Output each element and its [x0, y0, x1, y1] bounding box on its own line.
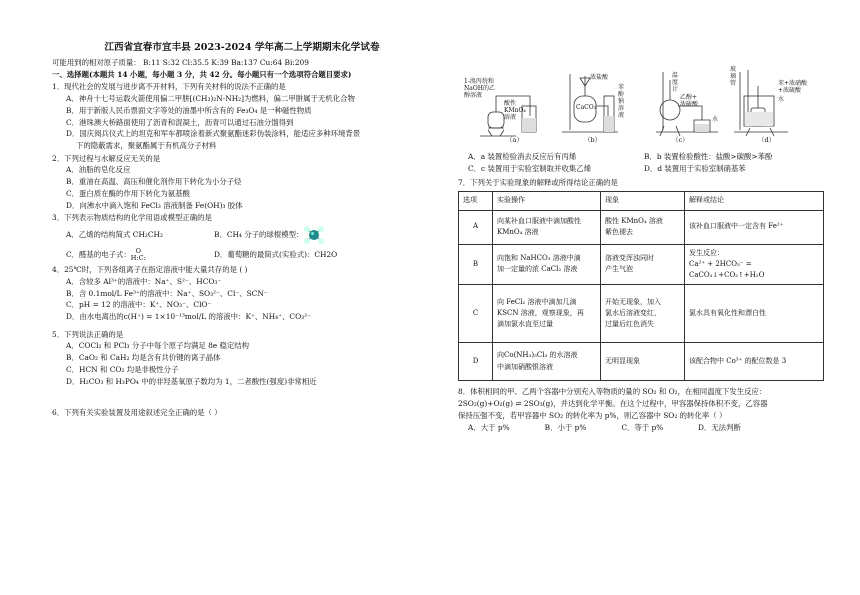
phenomenon-cell-line: 紫色褪去 — [605, 228, 633, 237]
option-b: B．含 0.1mol/L Fe³⁺的溶液中：Na⁺、SO₃²⁻、Cl⁻、SCN⁻ — [66, 288, 268, 298]
option-b — [214, 225, 362, 245]
phenomenon-cell-line: 酸性 KMnO₄ 溶液 — [605, 216, 663, 225]
operation-cell-line: 滴加氯水直至过量 — [497, 320, 553, 329]
apparatus-c-label-3: 计 — [672, 86, 679, 93]
option-cell: C — [459, 285, 493, 343]
option-c: C．HCN 和 CO₂ 均是非极性分子 — [66, 365, 179, 375]
q7-stem: 7．下列关于实验现象的解释或所得结论正确的是 — [458, 178, 618, 188]
question-stem: 3．下列表示物质结构的化学用语或模型正确的是 — [52, 213, 212, 223]
table-row — [459, 244, 824, 285]
apparatus-d-label-2: 璃 — [730, 73, 737, 80]
conclusion-cell — [685, 244, 824, 285]
conclusion-cell — [685, 285, 824, 343]
apparatus-b-label-7: 液 — [618, 112, 625, 119]
option-cell: D — [459, 343, 493, 381]
question-line-3: 保持压强不变，若甲容器中 SO₂ 的转化率为 p%，则乙容器中 SO₂ 的转化率（ ） — [458, 410, 727, 420]
question-2 — [52, 154, 432, 211]
option-b-label: B．CH₄ 分子的球棍模型： — [214, 230, 304, 240]
conclusion-cell-line: Ca²⁺ + 2HCO₃⁻ = CaCO₃↓+CO₂↑+H₂O — [689, 259, 765, 279]
question-8 — [458, 387, 824, 432]
apparatus-c-caption: （c） — [672, 136, 689, 144]
option-b: B．b 装置检验酸性：盐酸>碳酸>苯酚 — [644, 152, 773, 161]
table-header-cell: 选项 — [459, 192, 493, 210]
apparatus-c-label-1: 温 — [672, 72, 679, 79]
options-row-1 — [52, 225, 432, 245]
aldehyde-electron-formula — [131, 248, 146, 262]
option-a: A．含较多 Al³⁺的溶液中：Na⁺、S²⁻、HCO₃⁻ — [66, 276, 222, 286]
apparatus-c-label-4: 乙醇+ — [680, 94, 698, 101]
question-stem: 5．下列说法正确的是 — [52, 329, 124, 339]
operation-cell — [493, 343, 601, 381]
operation-cell-line: 向某补血口服液中滴加酸性 — [497, 216, 581, 225]
option-d: D．国庆阅兵仪式上的坦克和军车都喷涂着新式聚氨酯迷彩伪装涂料，能适应多种环境背景 — [66, 129, 361, 139]
option-b: B．重油在高温、高压和催化剂作用下转化为小分子烃 — [66, 177, 242, 187]
question-stem: 2．下列过程与水解反应无关的是 — [52, 153, 161, 163]
phenomenon-cell — [601, 343, 685, 381]
phenomenon-cell-line: 无明显现象 — [605, 357, 640, 365]
option-cell: A — [459, 210, 493, 244]
left-column — [52, 42, 432, 420]
apparatus-b-label-6: 溶 — [618, 105, 625, 112]
operation-cell-line: 加一定量的浓 CaCl₂ 溶液 — [497, 265, 578, 274]
table-header-cell: 实验操作 — [493, 192, 601, 210]
operation-cell-line: KMnO₄ 溶液 — [497, 228, 539, 237]
operation-cell — [493, 210, 601, 244]
conclusion-cell-line: 氯水具有氧化性和漂白性 — [689, 309, 766, 317]
table-row — [459, 285, 824, 343]
apparatus-a-label-6: 溶液 — [504, 114, 517, 121]
option-d-continued: 下的隐蔽需求，聚氨酯属于有机高分子材料 — [76, 141, 217, 151]
apparatus-c-label-5: 浓硫酸 — [680, 101, 699, 108]
option-c: C．等于 p% — [621, 422, 664, 432]
option-c: C．港珠澳大桥路面使用了沥青和混凝土，沥青可以通过石油分馏得到 — [66, 117, 294, 127]
conclusion-cell-line: 该补血口服液中一定含有 Fe²⁺ — [689, 222, 784, 231]
apparatus-a-caption: （a） — [506, 136, 523, 144]
q6-options-row-1 — [458, 152, 824, 161]
option-c: C．pH = 12 的溶液中：K⁺、NO₃⁻、ClO⁻ — [66, 300, 212, 310]
methane-ball-stick-model-icon — [303, 225, 325, 245]
conclusion-cell — [685, 210, 824, 244]
operation-cell-line: 向饱和 NaHCO₃ 溶液中滴 — [497, 254, 581, 263]
option-c-label: C．醛基的电子式： — [66, 250, 131, 260]
operation-cell-line: KSCN 溶液，观察现象，再 — [497, 309, 584, 317]
conclusion-cell-line: 发生反应： — [689, 248, 724, 257]
option-d: D．葡萄糖的最简式(实验式)：CH2O — [214, 250, 338, 260]
q6-apparatus-figure — [458, 66, 824, 146]
apparatus-a-label-3: 醇溶液 — [464, 92, 483, 99]
apparatus-d-caption: （d） — [758, 136, 776, 144]
phenomenon-cell — [601, 210, 685, 244]
question-3 — [52, 213, 432, 262]
electron-formula-top: O — [135, 246, 141, 255]
option-c: C．蛋白质在酶的作用下转化为氨基酸 — [66, 189, 190, 199]
table-header-cell: 现象 — [601, 192, 685, 210]
table-header-cell: 解释或结论 — [685, 192, 824, 210]
table-header-row — [459, 192, 824, 210]
option-d: D．向沸水中滴入饱和 FeCl₃ 溶液制备 Fe(OH)₃ 胶体 — [66, 200, 243, 210]
option-cell: B — [459, 244, 493, 285]
page-title: 江西省宜春市宜丰县 2023-2024 学年高二上学期期末化学试卷 — [104, 42, 380, 53]
apparatus-b-label-3: 苯 — [618, 84, 625, 91]
phenomenon-cell-line: 过量后红色消失 — [605, 320, 654, 329]
apparatus-d-label-1: 玻 — [730, 66, 737, 73]
options-row-2 — [52, 248, 432, 262]
q7-table — [458, 191, 824, 381]
apparatus-d-label-4: 苯+浓硝酸 — [778, 80, 808, 87]
phenomenon-cell — [601, 244, 685, 285]
apparatus-b-label-5: 钠 — [618, 98, 625, 105]
question-5 — [52, 330, 432, 387]
apparatus-b-caption: （b） — [584, 136, 602, 144]
option-d: D．无法判断 — [697, 422, 741, 432]
option-b: B．小于 p% — [544, 422, 587, 432]
q8-options-row — [458, 423, 824, 432]
phenomenon-cell-line: 产生气泡 — [605, 265, 633, 274]
operation-cell-line: 向Co(NH₃)₅Cl₃ 的水溶液 — [497, 351, 578, 360]
apparatus-a-label-5: KMnO₄ — [504, 107, 526, 114]
apparatus-a-label-2: NaOH的乙 — [464, 85, 495, 92]
operation-cell-line: 中滴加硝酸银溶液 — [497, 362, 553, 371]
conclusion-cell — [685, 343, 824, 381]
option-d: D．d 装置用于实验室制硝基苯 — [644, 163, 746, 173]
atomic-mass-line: 可能用到的相对原子质量： B:11 S:32 Cl:35.5 K:39 Ba:137 Cu:64 Bi:209 — [52, 57, 309, 67]
option-d: D．由水电离出的c(H⁺) = 1×10⁻¹³mol/L 的溶液中：K⁺、NH₄⁺、CO₃²⁻ — [66, 312, 311, 322]
question-6-stem-block — [52, 408, 432, 417]
option-a: A．大于 p% — [468, 422, 510, 432]
option-a: A．乙烯的结构简式 CH₂CH₂ — [66, 230, 163, 240]
apparatus-a-label-1: 1-溴丙烷和 — [464, 78, 494, 85]
operation-cell-line: 向 FeCl₂ 溶液中滴加几滴 — [497, 297, 577, 306]
apparatus-c-label-6: 水 — [712, 116, 719, 123]
operation-cell — [493, 244, 601, 285]
apparatus-a-label-4: 酸性 — [504, 100, 517, 107]
question-stem: 6．下列有关实验装置及用途叙述完全正确的是（ ） — [52, 408, 222, 418]
phenomenon-cell-line: 溶液变浑浊同时 — [605, 254, 654, 263]
table-row — [459, 343, 824, 381]
electron-formula-bottom: H:C: — [130, 253, 146, 262]
option-a: A．COCl₂ 和 PCl₃ 分子中每个原子均满足 8e 稳定结构 — [66, 341, 250, 351]
question-line-1: 8．体积相同的甲、乙两个容器中分别充入等物质的量的 SO₂ 和 O₂，在相同温度下发生反应： — [458, 387, 767, 397]
option-b: B．用于新版人民币票面文字等处的油墨中所含有的 Fe₃O₄ 是一种磁性物质 — [66, 105, 312, 115]
q6-options-row-2 — [458, 164, 824, 173]
question-4 — [52, 265, 432, 322]
option-c: C．c 装置用于实验室制取并收集乙烯 — [468, 163, 592, 173]
option-d: D．H₂CO₃ 和 H₃PO₄ 中的非羟基氧原子数均为 1，二者酸性(强度)非常相近 — [66, 376, 317, 386]
option-b: B．CaO₂ 和 CaH₂ 均是含有共价键的离子晶体 — [66, 353, 221, 363]
apparatus-d-label-5: +浓硫酸 — [778, 87, 802, 94]
right-column — [458, 62, 824, 434]
phenomenon-cell — [601, 285, 685, 343]
apparatus-b-label-1: 浓盐酸 — [590, 74, 609, 81]
option-a: A．神舟十七号运载火箭使用偏二甲肼[(CH₃)₂N-NH₂]为燃料，偏二甲肼属于无机化合物 — [66, 93, 355, 103]
question-1 — [52, 82, 432, 150]
apparatus-d-label-6: 水 — [778, 96, 785, 103]
phenomenon-cell-line: 氯水后溶液变红， — [605, 309, 661, 317]
apparatus-d-label-3: 管 — [730, 80, 737, 87]
question-stem: 4．25℃时，下列各组离子在指定溶液中能大量共存的是 ( ) — [52, 264, 248, 274]
conclusion-cell-line: 该配合物中 Co³⁺ 的配位数是 3 — [689, 357, 787, 365]
question-stem: 1．现代社会的发展与进步离不开材料，下列有关材料的说法不正确的是 — [52, 82, 286, 92]
option-a: A．a 装置检验消去反应后有丙烯 — [468, 152, 577, 161]
apparatus-b-label-2: CaCO₃ — [576, 104, 597, 111]
question-line-2: 2SO₂(g)+O₂(g) ⇌ 2SO₃(g)，并达到化学平衡。在这个过程中，甲容器保持体积不变，乙容器 — [458, 398, 768, 408]
section1-heading: 一、选择题(本题共 14 小题，每小题 3 分，共 42 分。每小题只有一个选项符合题目要求) — [52, 69, 352, 79]
table-row — [459, 210, 824, 244]
apparatus-b-label-4: 酚 — [618, 91, 625, 98]
phenomenon-cell-line: 开始无现象，加入 — [605, 297, 661, 306]
option-c — [66, 248, 214, 262]
operation-cell — [493, 285, 601, 343]
option-a: A．油脂的皂化反应 — [66, 165, 131, 175]
apparatus-c-label-2: 度 — [672, 79, 679, 86]
